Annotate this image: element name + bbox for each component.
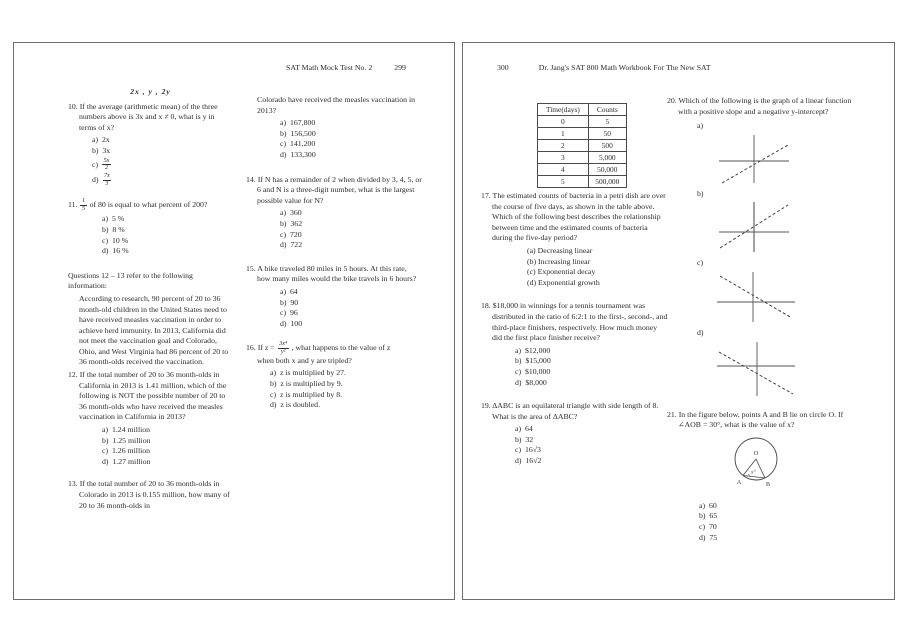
- cell: 0: [538, 116, 589, 128]
- table-row: [538, 116, 627, 128]
- option: (a) Decreasing linear: [527, 245, 593, 255]
- option: a) 5 %: [102, 214, 125, 224]
- option: [68, 173, 233, 188]
- question-16: [246, 341, 422, 356]
- option-label: c): [92, 159, 99, 169]
- graph-negative-slope-negative-intercept: [713, 340, 799, 398]
- option: c) 10 %: [102, 235, 129, 245]
- option: a) 167,800: [280, 118, 316, 128]
- right-column-2: [667, 96, 893, 543]
- question-16-options: [246, 368, 422, 410]
- question-19: 19. ΔABC is an equilateral triangle with side length of 8. What is the area of ΔABC?: [481, 401, 659, 421]
- fraction-numerator: 5x: [103, 156, 110, 164]
- option: c) $10,000: [515, 366, 551, 376]
- question-15: 15. A bike traveled 80 miles in 5 hours. At this rate, how many miles would the bike travels in 6 hours?: [246, 263, 417, 284]
- option: a) z is multiplied by 27.: [270, 368, 347, 378]
- table-header: Counts: [588, 104, 626, 116]
- option: d) 1.27 million: [102, 456, 151, 466]
- option-label: d): [92, 175, 99, 185]
- option: b) 32: [515, 434, 534, 444]
- fraction-denominator: 5: [81, 204, 86, 212]
- option: b) 90: [280, 297, 299, 307]
- question-13: 13. If the total number of 20 to 36 month-olds in Colorado in 2013 is 0.155 million, how many of 20 to 36 month-olds in: [68, 479, 230, 510]
- graph-positive-slope-negative-intercept: [713, 133, 795, 185]
- option: d) 133,300: [280, 149, 316, 159]
- graph-negative-slope-positive-intercept: [713, 270, 799, 324]
- question-20: 20. Which of the following is the graph of a linear function with a positive slope and a negative y-intercept?: [667, 96, 852, 116]
- option: d) 100: [280, 318, 303, 328]
- bacteria-counts-table: [537, 103, 627, 188]
- cell: 1: [538, 128, 589, 140]
- option: c) z is multiplied by 8.: [270, 389, 343, 399]
- given-numbers: 2x , y , 2y: [130, 87, 171, 96]
- circle-center-label: O: [753, 449, 759, 457]
- cell: 5: [538, 176, 589, 188]
- fraction-denominator: y²: [280, 348, 286, 356]
- question-18: 18. $18,000 in winnings for a tennis tournament was distributed in the ratio of 6:2:1 to the first-, second-, and third-place finishers, respectively. How much money did the first place finisher receive?: [481, 301, 668, 343]
- cell: 500,000: [588, 176, 626, 188]
- question-13-continuation: Colorado have received the measles vaccination in 2013?: [257, 95, 416, 115]
- point-b-label: B: [765, 481, 771, 488]
- question-14: 14. If N has a remainder of 2 when divided by 3, 4, 5, or 6 and N is a three-digit number, what is the largest possible value for N?: [246, 174, 422, 205]
- fraction: [80, 198, 86, 213]
- left-column-1: [68, 87, 233, 511]
- option: c) 16√3: [515, 445, 541, 455]
- fraction-denominator: 2: [104, 164, 109, 172]
- graph-option-c-row: [667, 258, 893, 324]
- left-page-number: 299: [394, 63, 406, 72]
- cell: 4: [538, 164, 589, 176]
- table-row: [538, 128, 627, 140]
- question-13-options: [246, 118, 422, 160]
- option: d) 722: [280, 240, 303, 250]
- option: b) z is multiplied by 9.: [270, 379, 343, 389]
- cell: 2: [538, 140, 589, 152]
- info-paragraph: According to research, 90 percent of 20 to 36 month-old children in the United States need to have received measles vaccination in order to achieve herd immunity. In 2013, California did not meet the vaccination goal and Colorado, Ohio, and West Virginia had 86 percent of 20 to 36 month-olds received the vaccination.: [79, 293, 229, 367]
- fraction-numerator: 7x: [104, 172, 110, 180]
- angle-x-label: x°: [751, 469, 756, 476]
- option: a) 64: [515, 424, 533, 434]
- question-14-options: [246, 208, 422, 250]
- fraction: [102, 158, 111, 173]
- question-number: 11.: [68, 199, 78, 209]
- question-text: , what happens to the value of z: [291, 343, 391, 353]
- option: d) 16√2: [515, 456, 542, 466]
- option: a) 60: [699, 500, 717, 510]
- option: (d) Exponential growth: [527, 277, 600, 287]
- question-10: 10. If the average (arithmetic mean) of the three numbers above is 3x and x ≠ 0, what is y in terms of x?: [68, 101, 218, 132]
- option: c) 1.26 million: [102, 446, 151, 456]
- question-12: 12. If the total number of 20 to 36 month-olds in California in 2013 is 1.41 million, which of the following is NOT the possible number of 20 to 36 month-olds who have received the measles vaccination in California in 2013?: [68, 370, 227, 422]
- cell: 500: [588, 140, 626, 152]
- option: b) 362: [280, 218, 303, 228]
- right-page: [462, 42, 895, 600]
- option: (b) Increasing linear: [527, 256, 591, 266]
- right-page-header: [497, 63, 711, 72]
- question-15-options: [246, 287, 422, 329]
- option: a) 360: [280, 208, 302, 218]
- circle-figure: [719, 433, 793, 493]
- fraction: [278, 341, 289, 356]
- table-header: Time(days): [538, 104, 589, 116]
- fraction-denominator: 3: [105, 179, 109, 187]
- option: b) 3x: [92, 145, 111, 155]
- option: d) z is doubled.: [270, 400, 321, 410]
- question-21: 21. In the figure below, points A and B lie on circle O. If ∠AOB = 30°, what is the value of x?: [667, 409, 844, 430]
- option: b) 8 %: [102, 224, 125, 234]
- left-page: [13, 42, 455, 600]
- option: c) 70: [699, 521, 717, 531]
- table-row: [538, 140, 627, 152]
- option: b) 156,500: [280, 128, 316, 138]
- question-11: [68, 198, 233, 213]
- fraction-numerator: 1: [81, 196, 86, 204]
- question-16-line2: when both x and y are tripled?: [257, 355, 352, 365]
- right-running-title: Dr. Jang's SAT 800 Math Workbook For The New SAT: [538, 63, 711, 72]
- option: c) 720: [280, 229, 302, 239]
- table-row: [538, 164, 627, 176]
- option: b) $15,000: [515, 356, 551, 366]
- graph-label-b: b): [697, 188, 704, 198]
- fraction: [103, 173, 112, 188]
- option: d) 75: [699, 532, 718, 542]
- fraction-numerator: 3x⁴: [279, 340, 288, 348]
- question-12-options: [68, 425, 233, 467]
- graph-label-d: d): [697, 327, 704, 337]
- right-page-number: 300: [497, 63, 509, 72]
- right-column-1: [481, 103, 669, 467]
- option: b) 1.25 million: [102, 435, 151, 445]
- cell: 50,000: [588, 164, 626, 176]
- option: a) 2x: [92, 135, 110, 145]
- point-a-label: A: [736, 479, 742, 486]
- question-text: 16. If z =: [246, 343, 275, 353]
- option: [68, 158, 233, 173]
- option: d) $8,000: [515, 377, 547, 387]
- question-18-options: [481, 346, 669, 388]
- question-19-options: [481, 424, 669, 466]
- graph-option-d-row: [667, 328, 893, 398]
- option: b) 65: [699, 511, 718, 521]
- table-header-row: [538, 104, 627, 116]
- question-11-options: [68, 214, 233, 256]
- option: a) $12,000: [515, 345, 551, 355]
- option: d) 16 %: [102, 246, 129, 256]
- option: (c) Exponential decay: [527, 267, 596, 277]
- cell: 3: [538, 152, 589, 164]
- graph-option-b-row: [667, 189, 893, 255]
- question-text: of 80 is equal to what percent of 200?: [89, 199, 208, 209]
- questions-12-13-header: Questions 12 – 13 refer to the following information:: [68, 270, 193, 291]
- option: a) 1.24 million: [102, 425, 151, 435]
- question-21-options: [667, 501, 893, 543]
- question-17: 17. The estimated counts of bacteria in a petri dish are over the course of five days, as shown in the table above. Which of the following best describes the relationship between time and the estimated counts of bacteria during the five-day period?: [481, 191, 666, 243]
- table-row: [538, 152, 627, 164]
- question-10-options: [68, 135, 233, 187]
- left-running-title: SAT Math Mock Test No. 2: [286, 63, 373, 72]
- option: c) 96: [280, 308, 298, 318]
- option: c) 141,200: [280, 139, 316, 149]
- option: a) 64: [280, 286, 298, 296]
- left-column-2: [246, 95, 422, 411]
- cell: 5,000: [588, 152, 626, 164]
- graph-label-a: a): [697, 121, 704, 131]
- cell: 50: [588, 128, 626, 140]
- table-row: [538, 176, 627, 188]
- cell: 5: [588, 116, 626, 128]
- question-17-options: [481, 246, 669, 288]
- left-page-header: [286, 63, 406, 72]
- graph-label-c: c): [697, 258, 704, 268]
- graph-option-a-row: [667, 121, 893, 185]
- graph-positive-slope-positive-intercept: [713, 200, 795, 254]
